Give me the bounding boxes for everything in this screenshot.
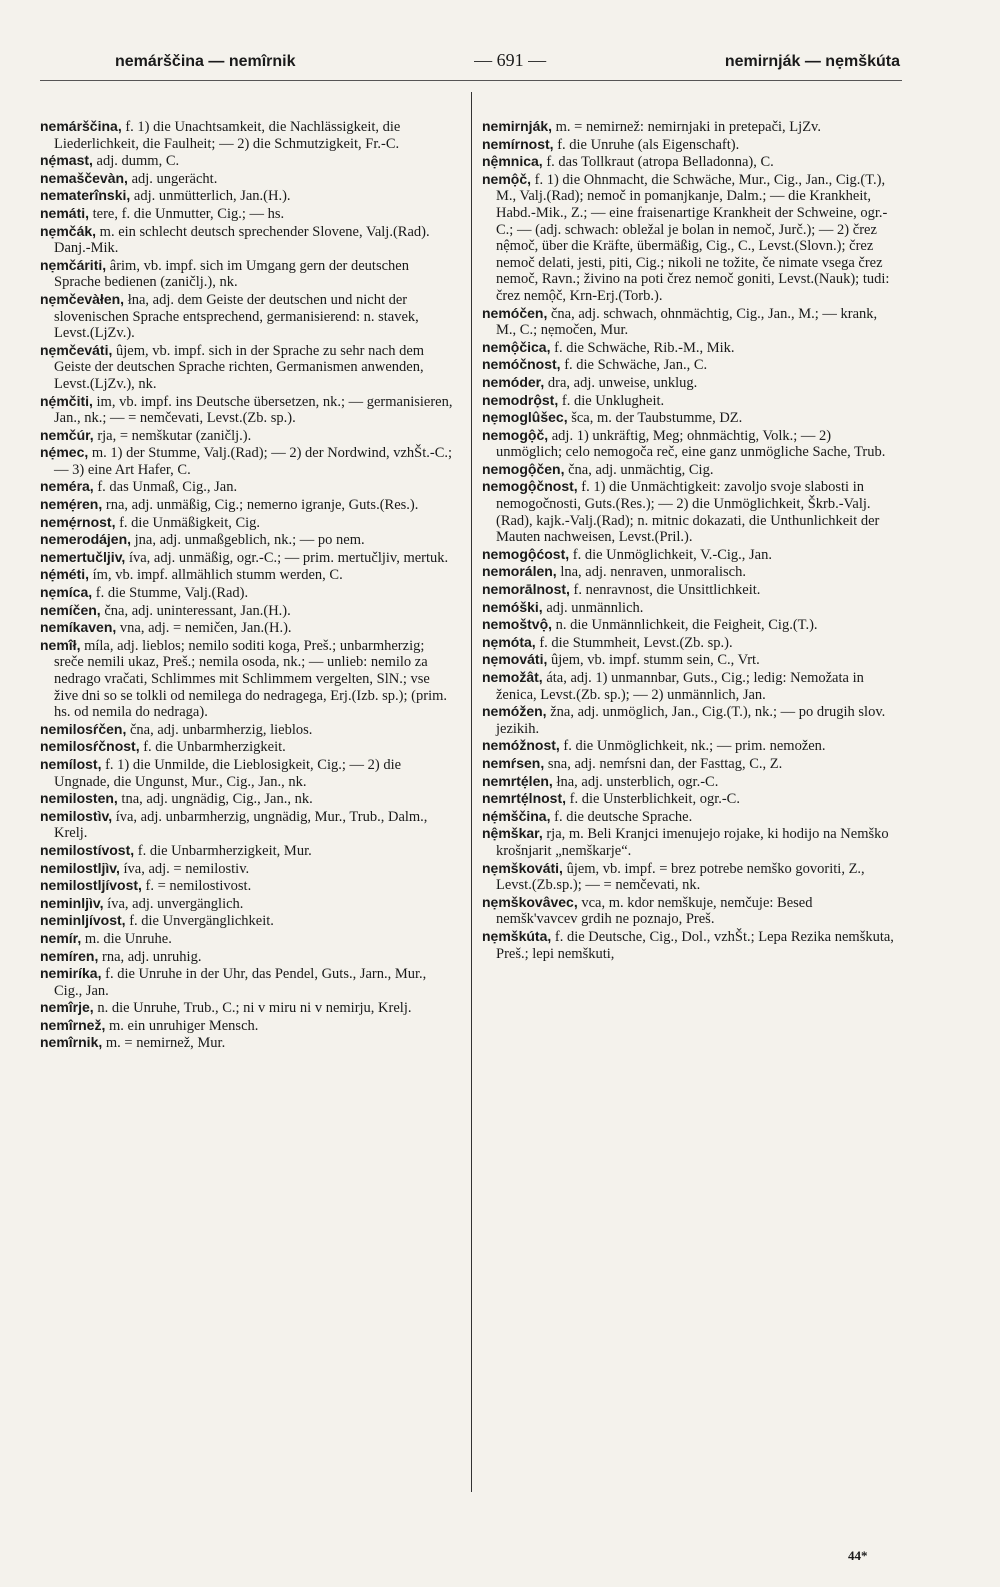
entry-headword: neminljívost, [40, 912, 126, 929]
entry-definition: f. die Unruhe in der Uhr, das Pendel, Guts., Jarn., Mur., Cig., Jan. [54, 966, 427, 999]
entry-definition: íva, adj. unmäßig, ogr.-C.; — prim. mertučljiv, mertuk. [128, 549, 449, 566]
dictionary-entry [40, 756, 455, 790]
entry-headword: nemogộč, [482, 426, 549, 443]
entry-headword: nemorālnost, [482, 581, 570, 598]
left-column [40, 118, 455, 1052]
entry-definition: n. die Unmännlichkeit, die Feigheit, Cig.(T.). [555, 617, 818, 634]
entry-headword: nẹ́mčiti, [40, 392, 93, 409]
entry-definition: m. = nemirnež, Mur. [105, 1035, 226, 1052]
dictionary-entry [482, 153, 897, 171]
dictionary-entry [40, 496, 455, 514]
entry-definition: íva, adj. = nemilostiv. [123, 860, 250, 877]
header-left-guide: nemárščina — nemîrnik [115, 53, 296, 70]
entry-definition: m. 1) der Stumme, Valj.(Rad); — 2) der Nordwind, vzhŠt.-C.; — 3) eine Art Hafer, C. [54, 445, 453, 478]
entry-headword: nẹmčák, [40, 222, 97, 239]
entry-headword: nemilosten, [40, 790, 118, 807]
entry-definition: čna, adj. unbarmherzig, lieblos. [130, 721, 313, 738]
entry-definition: rna, adj. unmäßig, Cig.; nemerno igranje, Guts.(Res.). [105, 497, 419, 514]
entry-headword: nemîrnik, [40, 1034, 103, 1051]
dictionary-entry [482, 790, 897, 808]
entry-headword: nemírnost, [482, 135, 554, 152]
entry-definition: f. die deutsche Sprache. [554, 808, 693, 825]
entry-definition: f. die Schwäche, Rib.-M., Mik. [554, 339, 735, 356]
entry-headword: nemiríka, [40, 965, 102, 982]
dictionary-entry [482, 409, 897, 427]
dictionary-entry [482, 616, 897, 634]
dictionary-entry [40, 152, 455, 170]
entry-headword: nemrtẹ́lnost, [482, 790, 567, 807]
running-header [115, 50, 900, 76]
entry-definition: f. 1) die Unachtsamkeit, die Nachlässigkeit, die Liederlichkeit, die Faulheit; — 2) die Schmutzigkeit, Fr.-C. [54, 119, 401, 152]
dictionary-entry [40, 738, 455, 756]
dictionary-entry [40, 895, 455, 913]
dictionary-entry [482, 356, 897, 374]
entry-headword: nemárščina, [40, 118, 122, 134]
entry-headword: nemóžnost, [482, 737, 560, 754]
entry-definition: rna, adj. unruhig. [101, 948, 202, 965]
entry-headword: nemíren, [40, 947, 99, 964]
entry-headword: nẹmoglûšec, [482, 409, 568, 426]
entry-headword: nemíkaven, [40, 619, 117, 636]
dictionary-entry [482, 339, 897, 357]
entry-headword: nemíčen, [40, 601, 101, 618]
entry-definition: míla, adj. lieblos; nemilo soditi koga, Preš.; unbarmherzig; sreče nemili ukaz, Preš.; nemila osoda, nk.; — unlieb: nemilo za nedrago vračati, Schlimmes mit Schlimmem vergelten, SlN.; vse žive dni so se tolkli od nemilega do nedragega, Erj.(Izb. sp.); (prim. hs. od nemila do nedraga). [54, 637, 448, 721]
entry-definition: f. die Unsterblichkeit, ogr.-C. [569, 791, 740, 808]
entry-headword: nemilostìv, [40, 807, 113, 824]
dictionary-entry [482, 171, 897, 305]
entry-headword: nệmnica, [482, 153, 543, 170]
entry-headword: nemorálen, [482, 563, 557, 580]
entry-definition: adj. unmännlich. [546, 599, 644, 616]
entry-headword: nemogộčnost, [482, 478, 578, 495]
entry-definition: f. das Unmaß, Cig., Jan. [97, 479, 238, 496]
entry-definition: ûjem, vb. impf. = brez potrebe nemško govoriti, Z., Levst.(Zb.sp.); — = nemčevati, nk. [496, 860, 865, 894]
dictionary-entry [40, 721, 455, 739]
entry-headword: nẹmíca, [40, 584, 93, 601]
entry-definition: adj. ungerächt. [131, 170, 218, 187]
dictionary-entry [40, 393, 455, 427]
entry-definition: f. 1) die Unmächtigkeit: zavoljo svoje slabosti in nemogočnosti, Guts.(Res.); — 2) die Unmöglichkeit, Škrb.-Valj.(Rad), kajk.-Valj.(Rad); n. mitnic dokazati, die Unthunlichkeit der Mauten nachweisen, Levst.(Pril.). [496, 479, 880, 546]
dictionary-entry [40, 291, 455, 342]
entry-headword: nẹmčevàłen, [40, 290, 125, 307]
entry-definition: f. die Stumme, Valj.(Rad). [95, 585, 249, 602]
dictionary-entry [40, 257, 455, 291]
entry-headword: nemẹ́rnost, [40, 513, 116, 530]
entry-headword: nemodrộst, [482, 391, 559, 408]
entry-definition: rja, = nemškutar (zaničlj.). [97, 427, 252, 444]
header-rule [40, 80, 902, 81]
dictionary-entry [482, 427, 897, 461]
dictionary-entry [482, 860, 897, 894]
dictionary-entry [40, 584, 455, 602]
entry-headword: nemír, [40, 929, 82, 946]
entry-headword: nemilostljìv, [40, 859, 120, 876]
entry-headword: nẹmškovâvec, [482, 893, 578, 910]
entry-headword: nemilostívost, [40, 841, 135, 858]
dictionary-entry [40, 342, 455, 393]
entry-headword: nemogộčen, [482, 460, 565, 477]
entry-definition: adj. dumm, C. [96, 153, 180, 170]
entry-definition: sna, adj. nemŕsni dan, der Fasttag, C., Z. [547, 755, 783, 772]
dictionary-entry [40, 912, 455, 930]
entry-headword: nẹmškováti, [482, 859, 563, 876]
dictionary-entry [482, 581, 897, 599]
entry-definition: f. 1) die Ohnmacht, die Schwäche, Mur., Cig., Jan., Cig.(T.), M., Valj.(Rad); nemoč in pomanjkanje, Dalm.; — die Krankheit, Habd.-Mik., Z.; — eine fraisenartige Krankheit der Schweine, ogr.-C.; — (adj. schwach: obležal je bolan in nemoč, Jurč.); — 2) črez nệmoč, über die Kräfte, übermäßig, Cig., C., Levst.(Slovn.); črez nemoč delati, jesti, piti, Cig.; nikoli ne tožite, če nimate vsega črez nemoč, Ravn.; živino na poti črez nemoč goniti, Levst.(Nauk); tudi: črez nemộč, Krn-Erj.(Torb.). [496, 171, 890, 304]
entry-definition: tere, f. die Unmutter, Cig.; — hs. [92, 205, 285, 222]
entry-definition: vca, m. kdor nemškuje, nemčuje: Besed nemšk'vavcev grdih ne poznajo, Preš. [496, 894, 813, 928]
entry-headword: nẹmškúta, [482, 927, 552, 944]
entry-definition: f. = nemilostivost. [145, 878, 252, 895]
entry-headword: nemóčen, [482, 304, 548, 321]
entry-headword: nemílost, [40, 755, 102, 772]
entry-definition: m. ein unruhiger Mensch. [108, 1017, 259, 1034]
entry-definition: m. die Unruhe. [84, 930, 172, 947]
entry-definition: m. = nemirnež: nemirnjaki in pretepači, LjZv. [555, 119, 821, 135]
entry-headword: nemogộćost, [482, 545, 570, 562]
entry-headword: nemộčica, [482, 338, 551, 355]
entry-headword: nệmškar, [482, 825, 543, 842]
entry-headword: nẹmováti, [482, 651, 548, 668]
dictionary-entry [40, 444, 455, 478]
entry-definition: f. die Unmöglichkeit, V.-Cig., Jan. [572, 546, 772, 563]
entry-headword: nemaščevàn, [40, 169, 128, 186]
dictionary-entry [40, 619, 455, 637]
entry-definition: adj. 1) unkräftig, Meg; ohnmächtig, Volk.; — 2) unmöglich; celo nemogoča reč, eine ganz unmögliche Sache, Trub. [496, 427, 886, 461]
dictionary-entry [40, 170, 455, 188]
entry-headword: nemirnják, [482, 118, 553, 134]
entry-definition: ím, vb. impf. allmählich stumm werden, C. [92, 567, 343, 584]
entry-definition: žna, adj. unmöglich, Jan., Cig.(T.), nk.; — po drugih slov. jezikih. [496, 704, 886, 737]
dictionary-entry [482, 478, 897, 545]
dictionary-entry [482, 634, 897, 652]
dictionary-entry [40, 205, 455, 223]
dictionary-entry [40, 1017, 455, 1035]
dictionary-entry [482, 755, 897, 773]
entry-definition: šca, m. der Taubstumme, DZ. [571, 410, 743, 427]
entry-headword: nemoštvộ, [482, 616, 553, 633]
entry-definition: f. die Unbarmherzigkeit, Mur. [137, 842, 312, 859]
entry-definition: f. die Deutsche, Cig., Dol., vzhŠt.; Lepa Rezika nemškuta, Preš.; lepi nemškuti, [496, 928, 894, 962]
dictionary-entry [40, 842, 455, 860]
entry-definition: ûjem, vb. impf. sich in der Sprache zu sehr nach dem Geiste der deutschen Sprache richten, Germanismen anwenden, Levst.(LjZv.), nk. [54, 342, 425, 392]
entry-headword: nẹmčáriti, [40, 256, 107, 273]
entry-headword: nemrtẹ́len, [482, 772, 553, 789]
dictionary-entry [482, 894, 897, 928]
entry-definition: ûjem, vb. impf. stumm sein, C., Vrt. [550, 652, 760, 669]
entry-headword: nẹ́méti, [40, 566, 90, 583]
entry-definition: čna, adj. schwach, ohnmächtig, Cig., Jan., M.; — krank, M., C.; nẹmočen, Mur. [496, 305, 878, 339]
dictionary-entry [482, 825, 897, 859]
entry-definition: íva, adj. unbarmherzig, ungnädig, Mur., Trub., Dalm., Krelj. [54, 808, 428, 842]
entry-definition: ârim, vb. impf. sich im Umgang gern der deutschen Sprache bedienen (zaničlj.), nk. [54, 257, 409, 291]
dictionary-entry [482, 563, 897, 581]
entry-definition: f. die Unmöglichkeit, nk.; — prim. nemožen. [563, 738, 826, 755]
dictionary-entry [40, 566, 455, 584]
dictionary-entry [482, 374, 897, 392]
entry-headword: nemóder, [482, 373, 545, 390]
entry-definition: lna, adj. nenraven, unmoralisch. [560, 564, 746, 581]
dictionary-entry [482, 461, 897, 479]
dictionary-entry [40, 549, 455, 567]
dictionary-entry [482, 118, 897, 136]
entry-definition: íva, adj. unvergänglich. [107, 895, 244, 912]
dictionary-entry [482, 546, 897, 564]
dictionary-entry [40, 602, 455, 620]
entry-headword: nẹ́mast, [40, 152, 93, 169]
entry-definition: áta, adj. 1) unmannbar, Guts., Cig.; ledig: Nemožata in ženica, Levst.(Zb. sp.); — 2) unmännlich, Jan. [496, 670, 864, 703]
entry-definition: rja, m. Beli Kranjci imenujejo rojake, ki hodijo na Nemško krošnjarit „nemškarje“. [496, 826, 889, 859]
entry-definition: čna, adj. unmächtig, Cig. [568, 461, 714, 478]
entry-headword: nemerodájen, [40, 531, 132, 548]
entry-headword: nemilosŕčnost, [40, 738, 140, 755]
dictionary-entry [482, 808, 897, 826]
page-number: — 691 — [474, 50, 547, 70]
entry-definition: m. ein schlecht deutsch sprechender Slovene, Valj.(Rad). Danj.-Mik. [54, 223, 430, 257]
entry-headword: nemóžen, [482, 703, 547, 720]
entry-definition: f. die Unruhe (als Eigenschaft). [557, 136, 740, 153]
dictionary-entry [482, 773, 897, 791]
entry-definition: tna, adj. ungnädig, Cig., Jan., nk. [121, 791, 313, 808]
entry-headword: nemîrnež, [40, 1016, 106, 1033]
entry-headword: nemčúr, [40, 426, 94, 443]
dictionary-entry [40, 1034, 455, 1052]
entry-headword: nemîrje, [40, 999, 94, 1016]
entry-definition: f. nenravnost, die Unsittlichkeit. [573, 582, 761, 599]
entry-headword: nemáti, [40, 204, 90, 221]
entry-definition: f. die Unvergänglichkeit. [129, 913, 274, 930]
entry-definition: f. die Unmäßigkeit, Cig. [119, 514, 261, 531]
entry-definition: čna, adj. uninteressant, Jan.(H.). [104, 602, 291, 619]
dictionary-entry [40, 790, 455, 808]
entry-headword: nemŕsen, [482, 754, 545, 771]
entry-headword: nemilosŕčen, [40, 720, 127, 737]
entry-definition: f. die Unklugheit. [561, 392, 665, 409]
dictionary-entry [482, 651, 897, 669]
dictionary-entry [40, 877, 455, 895]
dictionary-entry [40, 187, 455, 205]
right-column [482, 118, 897, 962]
entry-headword: nemộč, [482, 170, 532, 187]
entry-headword: neméra, [40, 478, 94, 495]
entry-headword: nẹ́mščina, [482, 807, 551, 824]
entry-definition: vna, adj. = nemičen, Jan.(H.). [119, 620, 292, 637]
dictionary-entry [482, 928, 897, 962]
entry-headword: nemožât, [482, 669, 543, 685]
dictionary-entry [40, 427, 455, 445]
entry-definition: f. die Unbarmherzigkeit. [143, 739, 286, 756]
dictionary-entry [40, 118, 455, 152]
dictionary-entry [482, 703, 897, 737]
entry-definition: dra, adj. unweise, unklug. [547, 374, 698, 391]
dictionary-entry [40, 478, 455, 496]
dictionary-entry [40, 860, 455, 878]
dictionary-entry [482, 669, 897, 703]
entry-definition: f. die Stummheit, Levst.(Zb. sp.). [539, 634, 733, 651]
dictionary-entry [40, 637, 455, 721]
entry-headword: neminljìv, [40, 894, 104, 911]
entry-headword: nemóški, [482, 598, 543, 615]
entry-definition: n. die Unruhe, Trub., C.; ni v miru ni v nemirju, Krelj. [97, 1000, 412, 1017]
column-divider [471, 92, 472, 1492]
dictionary-entry [40, 223, 455, 257]
entry-definition: łna, adj. dem Geiste der deutschen und nicht der slovenischen Sprache entsprechend, germanisierend: n. stavek, Levst.(LjZv.). [54, 291, 419, 342]
entry-headword: nẹ́mec, [40, 444, 89, 461]
dictionary-entry [482, 599, 897, 617]
entry-definition: f. die Schwäche, Jan., C. [564, 357, 708, 374]
entry-headword: nemẹ́ren, [40, 496, 103, 513]
dictionary-entry [40, 808, 455, 842]
entry-headword: nemertučljiv, [40, 548, 126, 565]
dictionary-entry [40, 948, 455, 966]
signature-mark: 44* [848, 1548, 868, 1563]
dictionary-entry [40, 930, 455, 948]
dictionary-entry [40, 965, 455, 999]
dictionary-entry [482, 305, 897, 339]
entry-definition: f. 1) die Unmilde, die Lieblosigkeit, Cig.; — 2) die Ungnade, die Ungunst, Mur., Cig., Jan., nk. [54, 756, 402, 790]
entry-headword: nemóčnost, [482, 356, 561, 373]
entry-headword: nematerînski, [40, 187, 131, 204]
entry-definition: f. das Tollkraut (atropa Belladonna), C. [546, 154, 774, 171]
entry-definition: jna, adj. unmaßgeblich, nk.; — po nem. [134, 532, 365, 549]
entry-headword: nẹmčeváti, [40, 341, 113, 358]
dictionary-entry [40, 514, 455, 532]
entry-definition: łna, adj. unsterblich, ogr.-C. [556, 773, 719, 790]
entry-definition: adj. unmütterlich, Jan.(H.). [133, 188, 291, 205]
dictionary-entry [40, 999, 455, 1017]
entry-headword: nẹmóta, [482, 633, 536, 650]
dictionary-entry [482, 136, 897, 154]
header-right-guide: nemirnják — nẹmškúta [724, 53, 900, 70]
entry-definition: im, vb. impf. ins Deutsche übersetzen, nk.; — germanisieren, Jan., nk.; — = nemčevati, Levst.(Zb. sp.). [54, 393, 453, 427]
dictionary-entry [40, 531, 455, 549]
entry-headword: nemilostljívost, [40, 877, 142, 894]
entry-headword: nemîł, [40, 636, 81, 653]
dictionary-entry [482, 392, 897, 410]
dictionary-entry [482, 737, 897, 755]
